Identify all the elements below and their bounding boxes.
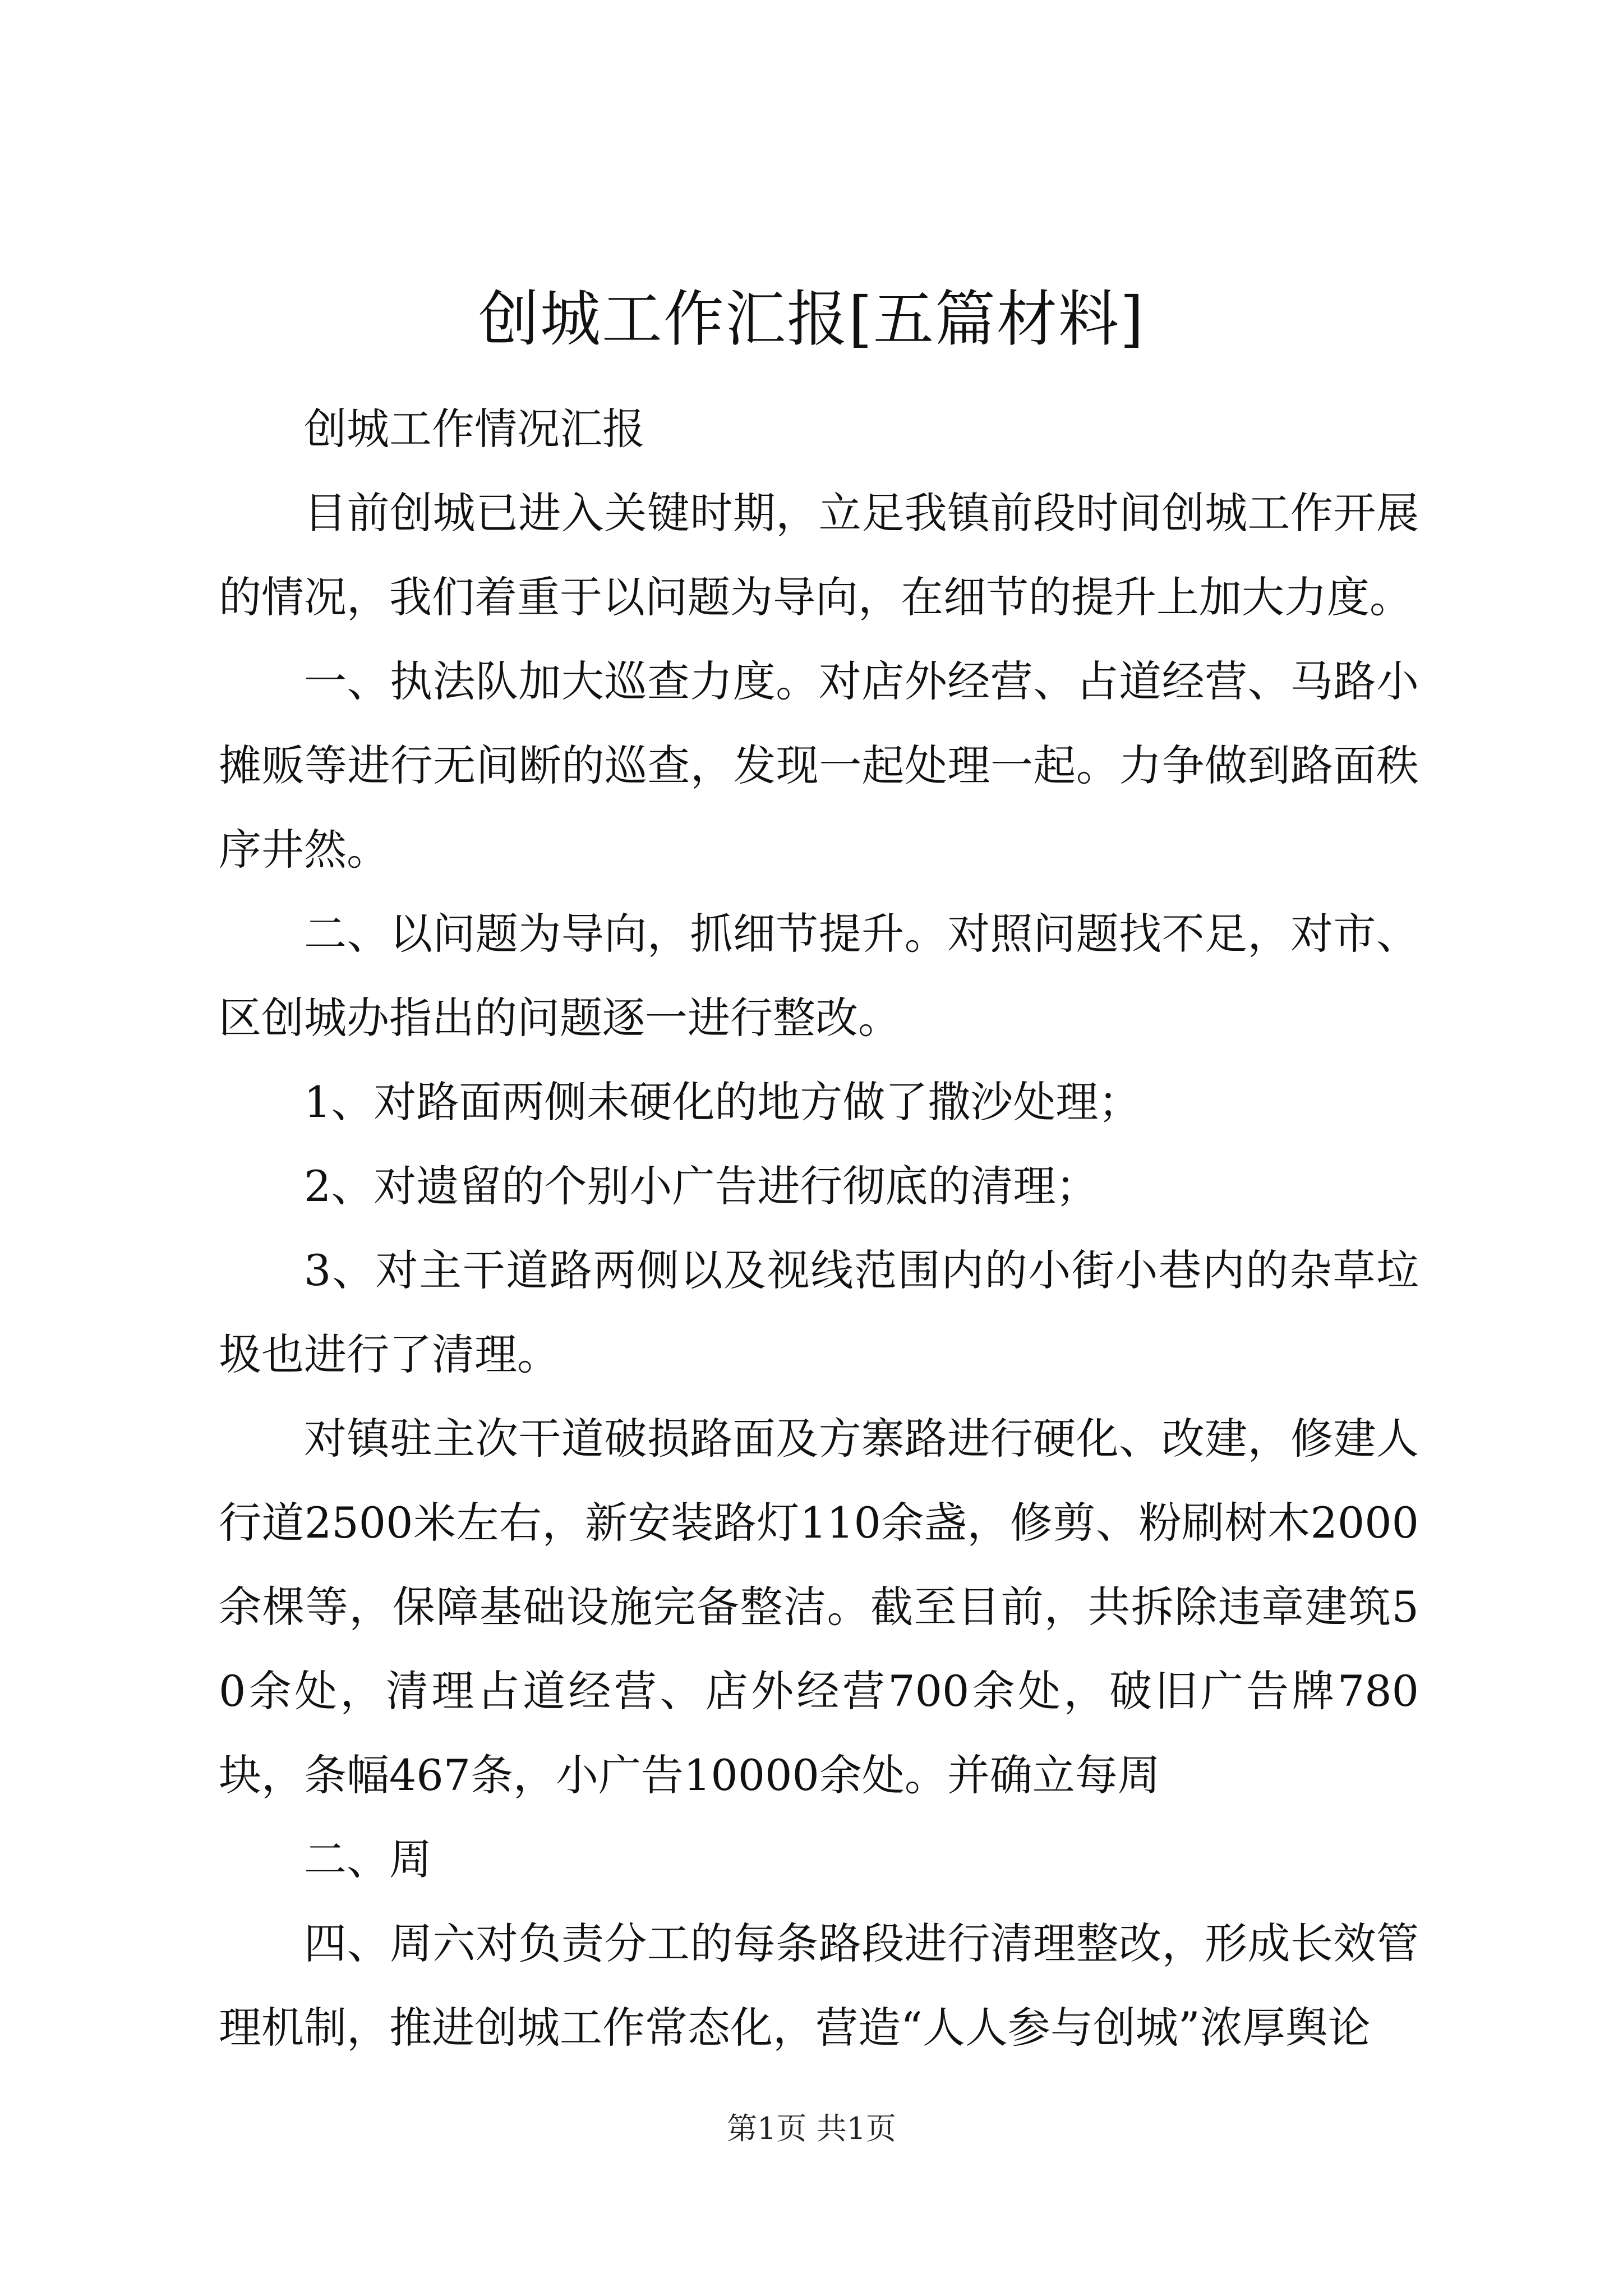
paragraph-statistics: 对镇驻主次干道破损路面及方寨路进行硬化、改建，修建人行道2500米左右，新安装路灯110余盏，修剪、粉刷树木2000余棵等，保障基础设施完备整洁。截至目前，共拆除违章建筑50余处，清理占道经营、店外经营700余处，破旧广告牌780块，条幅467条，小广告10000余处。并确立每周	[219, 1414, 1419, 1800]
paragraph-item-1: 一、执法队加大巡查力度。对店外经营、占道经营、马路小摊贩等进行无间断的巡查，发现一起处理一起。力争做到路面秩序井然。	[219, 656, 1419, 875]
document-body	[219, 387, 1419, 2070]
document-title: 创城工作汇报[五篇材料]	[478, 284, 1145, 355]
paragraph-subitem-3: 3、对主干道路两侧以及视线范围内的小街小巷内的杂草垃圾也进行了清理。	[219, 1245, 1419, 1379]
paragraph-subitem-1: 1、对路面两侧未硬化的地方做了撒沙处理；	[304, 1077, 1141, 1127]
paragraph-item-4: 四、周六对负责分工的每条路段进行清理整改，形成长效管理机制，推进创城工作常态化，营造“人人参与创城”浓厚舆论	[219, 1918, 1419, 2053]
paragraph-subtitle: 创城工作情况汇报	[304, 404, 645, 454]
paragraph-intro: 目前创城已进入关键时期，立足我镇前段时间创城工作开展的情况，我们着重于以问题为导向，在细节的提升上加大力度。	[219, 488, 1419, 622]
paragraph-subitem-2: 2、对遗留的个别小广告进行彻底的清理；	[304, 1161, 1099, 1211]
paragraph-item-2: 二、以问题为导向，抓细节提升。对照问题找不足，对市、区创城办指出的问题逐一进行整改。	[219, 909, 1419, 1043]
paragraph-fragment: 二、周	[304, 1834, 432, 1884]
page-number-footer: 第1页 共1页	[727, 2111, 896, 2146]
